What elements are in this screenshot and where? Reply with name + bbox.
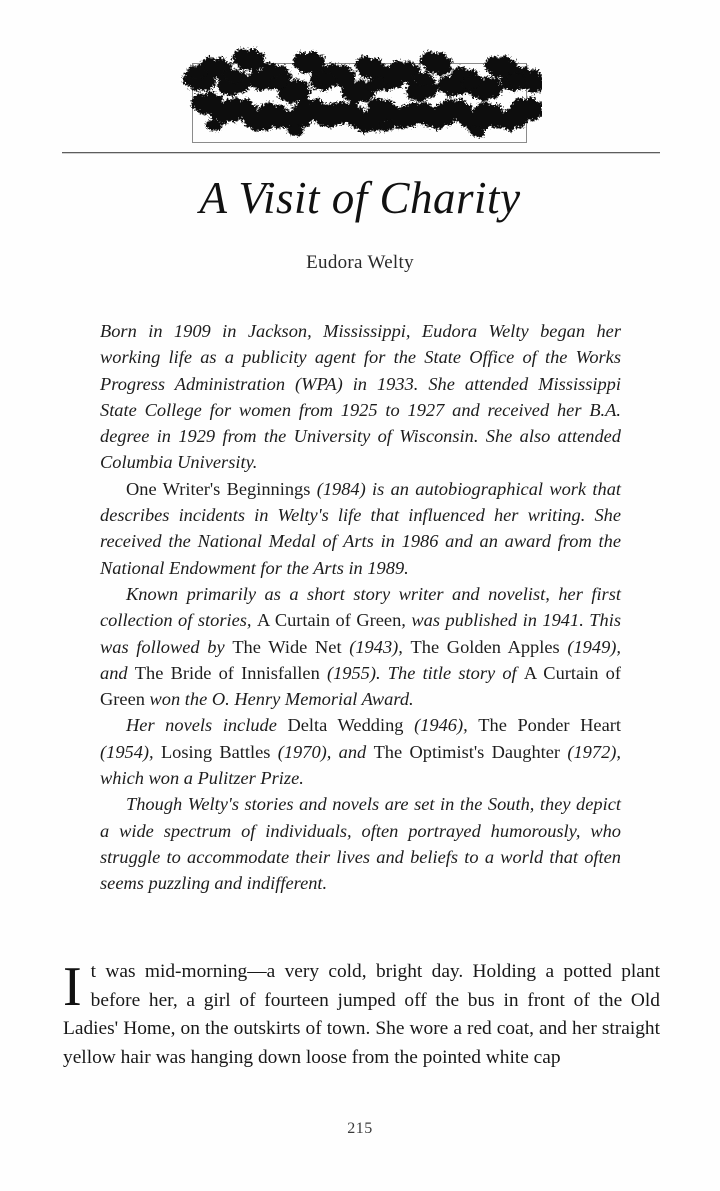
biography-paragraph (100, 712, 621, 791)
biography-text: , was published in 1941. This was followed by (100, 610, 621, 657)
biography-text: Her novels include (126, 715, 288, 736)
biography-text: Though Welty's stories and novels are set in the South, they depict a wide spectrum of individuals, often portrayed humorously, who struggle to accommodate their lives and beliefs to a world that often seems puzzling and indifferent. (100, 794, 621, 894)
biography-text: (1970), and (270, 741, 374, 762)
biography-text: won the O. Henry Memorial Award. (144, 689, 414, 710)
book-title: A Curtain of Green (257, 610, 402, 631)
book-title: The Ponder Heart (478, 715, 621, 736)
story-opening-text: t was mid-morning—a very cold, bright day. Holding a potted plant before her, a girl of fourteen jumped off the bus in front of the Old Ladies' Home, on the outskirts of town. She wore a red coat, and her straight yellow hair was hanging down loose from the pointed white cap (63, 961, 660, 1068)
biography-text: Known primarily as a short story writer and novelist, her first collection of stories, (100, 583, 621, 631)
biography-paragraph (100, 791, 621, 896)
story-body (63, 958, 660, 1072)
biography-text: (1943), (341, 636, 411, 657)
header-ornament (0, 0, 720, 160)
biography-paragraph (100, 581, 621, 712)
drop-cap: I (63, 956, 82, 1018)
biography-paragraph (100, 318, 621, 476)
biography-text: (1954), (100, 741, 161, 762)
book-title: The Wide Net (232, 636, 342, 657)
biography-text: (1949), and (100, 636, 621, 683)
biography-headnote (100, 318, 621, 897)
biography-text: (1946), (403, 715, 479, 736)
book-title: The Golden Apples (410, 636, 560, 657)
biography-text: Born in 1909 in Jackson, Mississippi, Eudora Welty began her working life as a publicity agent for the State Office of the Works Progress Administration (WPA) in 1933. She attended Mississippi State College for women from 1925 to 1927 and received her B.A. degree in 1929 from the University of Wisconsin. She also attended Columbia University. (100, 321, 621, 473)
book-title: Delta Wedding (287, 715, 404, 736)
page-number: 215 (347, 1120, 373, 1137)
book-title: A Curtain of Green (100, 662, 621, 710)
page-title: A Visit of Charity (199, 173, 521, 223)
book-title: One Writer's Beginnings (126, 478, 311, 499)
biography-text: (1984) is an autobiographical work that describes incidents in Welty's life that influenced her writing. She received the National Medal of Arts in 1986 and an award from the National Endowment for the Arts in 1989. (100, 478, 622, 578)
biography-text: (1972), which won a Pulitzer Prize. (100, 741, 621, 789)
book-title: The Optimist's Daughter (373, 741, 561, 762)
header-rule (62, 152, 660, 153)
author-byline: Eudora Welty (306, 252, 414, 273)
book-title: Losing Battles (160, 741, 271, 762)
biography-paragraph (100, 476, 621, 581)
story-opening-paragraph (63, 958, 660, 1072)
biography-text: (1955). The title story of (319, 662, 524, 683)
book-title: The Bride of Innisfallen (134, 662, 320, 683)
foliage-hedge-woodcut-icon (178, 31, 542, 143)
